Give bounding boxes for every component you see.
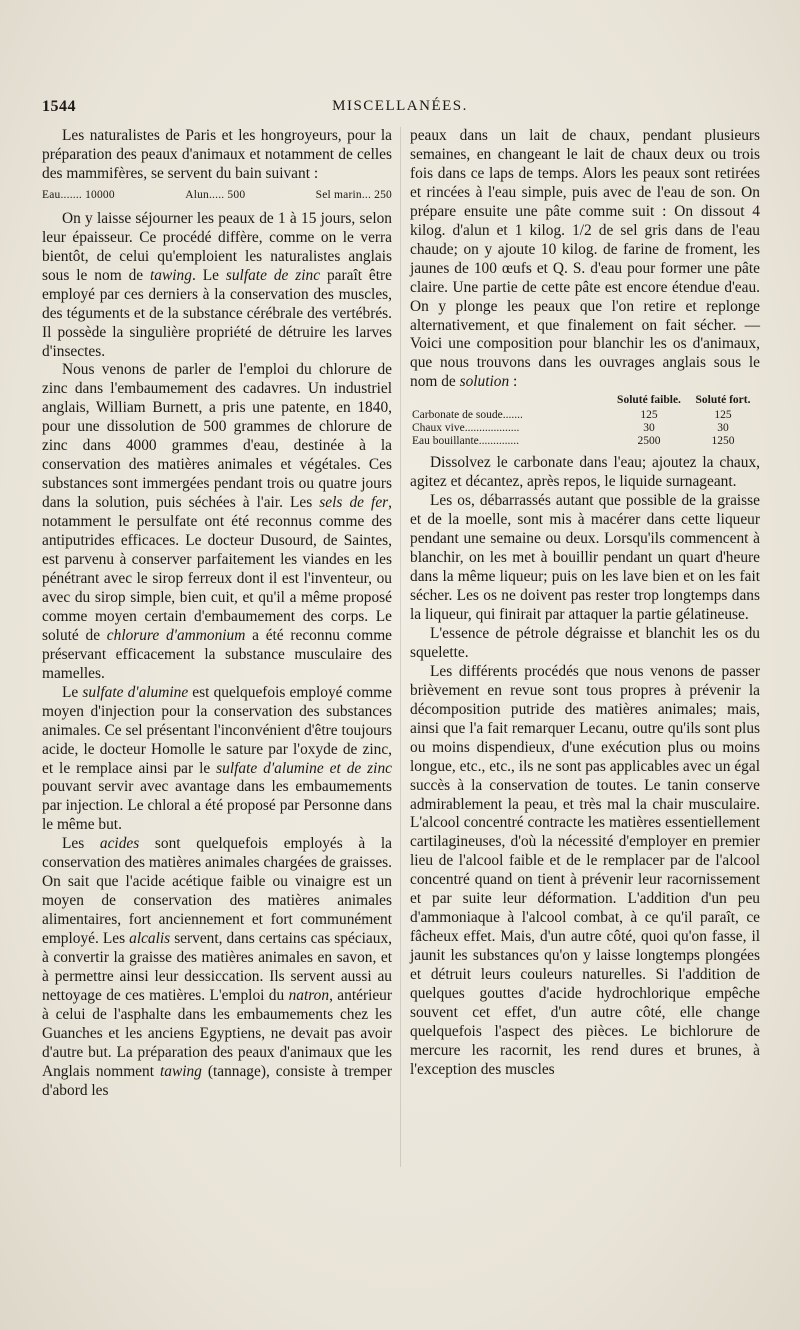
header-weak: Soluté faible.: [617, 394, 681, 407]
paragraph-dissolve: Dissolvez le carbonate dans l'eau; ajoutez la chaux, agitez et décantez, après repos, le liquide surnageant.: [410, 454, 760, 491]
paragraph-alum-sulfate: Le sulfate d'alumine est quelquefois employé comme moyen d'injection pour la conservation des substances animales. Ce sel présentant l'inconvénient d'être toujours acide, le docteur Homolle le sature par l'oxyde de zinc, et le remplace ainsi par le sulfate d'alumine et de zinc pouvant servir avec avantage dans les embaumements par injection. Le chloral a été proposé par Personne dans le même but.: [42, 683, 392, 834]
paragraph-acids: Les acides sont quelquefois employés à la conservation des matières animales chargées de graisses. On sait que l'acide acétique faible ou vinaigre est un moyen de conservation des matières animales alimentaires, fort anciennement et fort communément employé. Les alcalis servent, dans certains cas spéciaux, à convertir la graisse des matières animales en savon, et à permettre ainsi leur dessiccation. Ils servent aussi au nettoyage de ces matières. L'emploi du natron, antérieur à celui de l'asphalte dans les embaumements chez les Guanches et les anciens Egyptiens, ne devait pas avoir d'autre but. La préparation des peaux d'animaux que les Anglais nomment tawing (tannage), consiste à tremper d'abord les: [42, 835, 392, 1099]
table-row: Eau bouillante.............. 2500 1250: [412, 435, 735, 448]
paragraph-bones: Les os, débarrassés autant que possible de la graisse et de la moelle, sont mis à macérer dans cette liqueur pendant une semaine ou deux. Lorsqu'ils commencent à blanchir, on les met à bouillir pendant un quart d'heure dans la même liqueur; puis on les lave bien et on les fait sécher. Les os ne doivent pas rester trop longtemps dans la liqueur, qui finirait par attaquer la partie gélatineuse.: [410, 492, 760, 623]
paragraph-procedures: Les différents procédés que nous venons de passer brièvement en revue sont tous propres à prévenir la décomposition putride des matières animales; mais, ainsi que l'a fait remarquer Lecanu, outre qu'ils sont plus ou moins dispendieux, d'une exécution plus ou moins longue, etc., etc., ils ne sont pas applicables avec un égal succès à la conservation de toutes. Le tanin conserve admirablement la peau, et très mal la chair musculaire. L'alcool concentré contracte les matières essentiellement cartilagineuses, d'où la nécessité d'employer en premier lieu de l'alcool faible et de le remplacer par de l'alcool concentré quand on tient à prévenir leur racornissement et par suite leur déformation. L'addition d'un peu d'ammoniaque à l'alcool combat, à ce qu'il paraît, ce fâcheux effet. Mais, d'un autre côté, quoi qu'on fasse, il jaunit les substances qu'on y laisse longtemps plongées et détruit leurs couleurs naturelles. Si l'addition de quelques gouttes d'acide hydrochlorique empêche souvent cet effet, d'un autre côté, elle change quelquefois l'aspect des pièces. Le bichlorure de mercure les racornit, les rend dures et brunes, à l'exception des muscles: [410, 662, 760, 1078]
paragraph-zinc-chloride: Nous venons de parler de l'emploi du chlorure de zinc dans l'embaumement des cadavres. Un industriel anglais, William Burnett, a pris une patente, en 1840, pour une dissolution de 500 grammes de chlorure de zinc dans 4000 grammes d'eau, destinée à la conservation des matières animales et végétales. Ces substances sont immergées pendant trois ou quatre jours dans la solution, puis séchées à l'air. Les sels de fer, notamment le persulfate ont été reconnus comme des antiputrides efficaces. Le docteur Dusourd, de Saintes, est parvenu à conserver parfaitement les viandes en les pénétrant avec le sirop ferreux dont il est l'inventeur, ou avec du sirop simple, bien cuit, et qu'il a même proposé comme moyen certain d'embaumement des corps. Le soluté de chlorure d'ammonium a été reconnu comme préservant efficacement la substance musculaire des mamelles.: [42, 361, 393, 682]
running-title: MISCELLANÉES.: [332, 98, 468, 114]
paragraph-tawing-continued: peaux dans un lait de chaux, pendant plusieurs semaines, en changeant le lait de chaux deux ou trois fois dans ce laps de temps. Alors les peaux sont retirées et rincées à l'eau simple, puis avec de l'eau de son. On prépare ensuite une pâte comme suit : On dissout 4 kilog. d'alun et 1 kilog. 1/2 de sel gris dans de l'eau chaude; on y ajoute 10 kilog. de farine de froment, les jaunes de 100 œufs et Q. S. d'eau pour former une pâte claire. Une partie de cette pâte est encore étendue d'eau. On y plonge les peaux que l'on retire et replonge alternativement, et que finalement on fait sécher. — Voici une composition pour blanchir les os d'animaux, que nous trouvons dans les ouvrages anglais sous le nom de solution :: [410, 127, 760, 391]
solution-table: [410, 394, 760, 448]
table-row: Carbonate de soude....... 125 125: [412, 409, 732, 422]
formula-alum: Alun..... 500: [185, 188, 246, 201]
bath-formula: [42, 186, 392, 204]
formula-water: Eau....... 10000: [42, 188, 115, 201]
table-header-row: [410, 394, 760, 409]
header-strong: Soluté fort.: [695, 394, 751, 407]
page-number: 1544: [42, 98, 76, 115]
paragraph-zinc-sulfate: On y laisse séjourner les peaux de 1 à 15 jours, selon leur épaisseur. Ce procédé diffère, comme on le verra bientôt, de celui qu'emploient les naturalistes anglais sous le nom de tawing. Le sulfate de zinc paraît être employé par ces derniers à la conservation des muscles, des téguments et de la substance cérébrale des vertébrés. Il possède la singulière propriété de détruire les larves d'insectes.: [42, 209, 392, 360]
formula-salt: Sel marin... 250: [315, 188, 392, 201]
table-row: Chaux vive................... 30 30: [412, 422, 729, 435]
right-column: [410, 127, 760, 1080]
paragraph-bath-intro: Les naturalistes de Paris et les hongroyeurs, pour la préparation des peaux d'animaux et notamment de celles des mammifères, se servent du bain suivant :: [42, 127, 392, 182]
left-column: [42, 127, 392, 1101]
paragraph-petroleum: L'essence de pétrole dégraisse et blanchit les os du squelette.: [410, 624, 760, 661]
column-gutter: [400, 127, 401, 1167]
